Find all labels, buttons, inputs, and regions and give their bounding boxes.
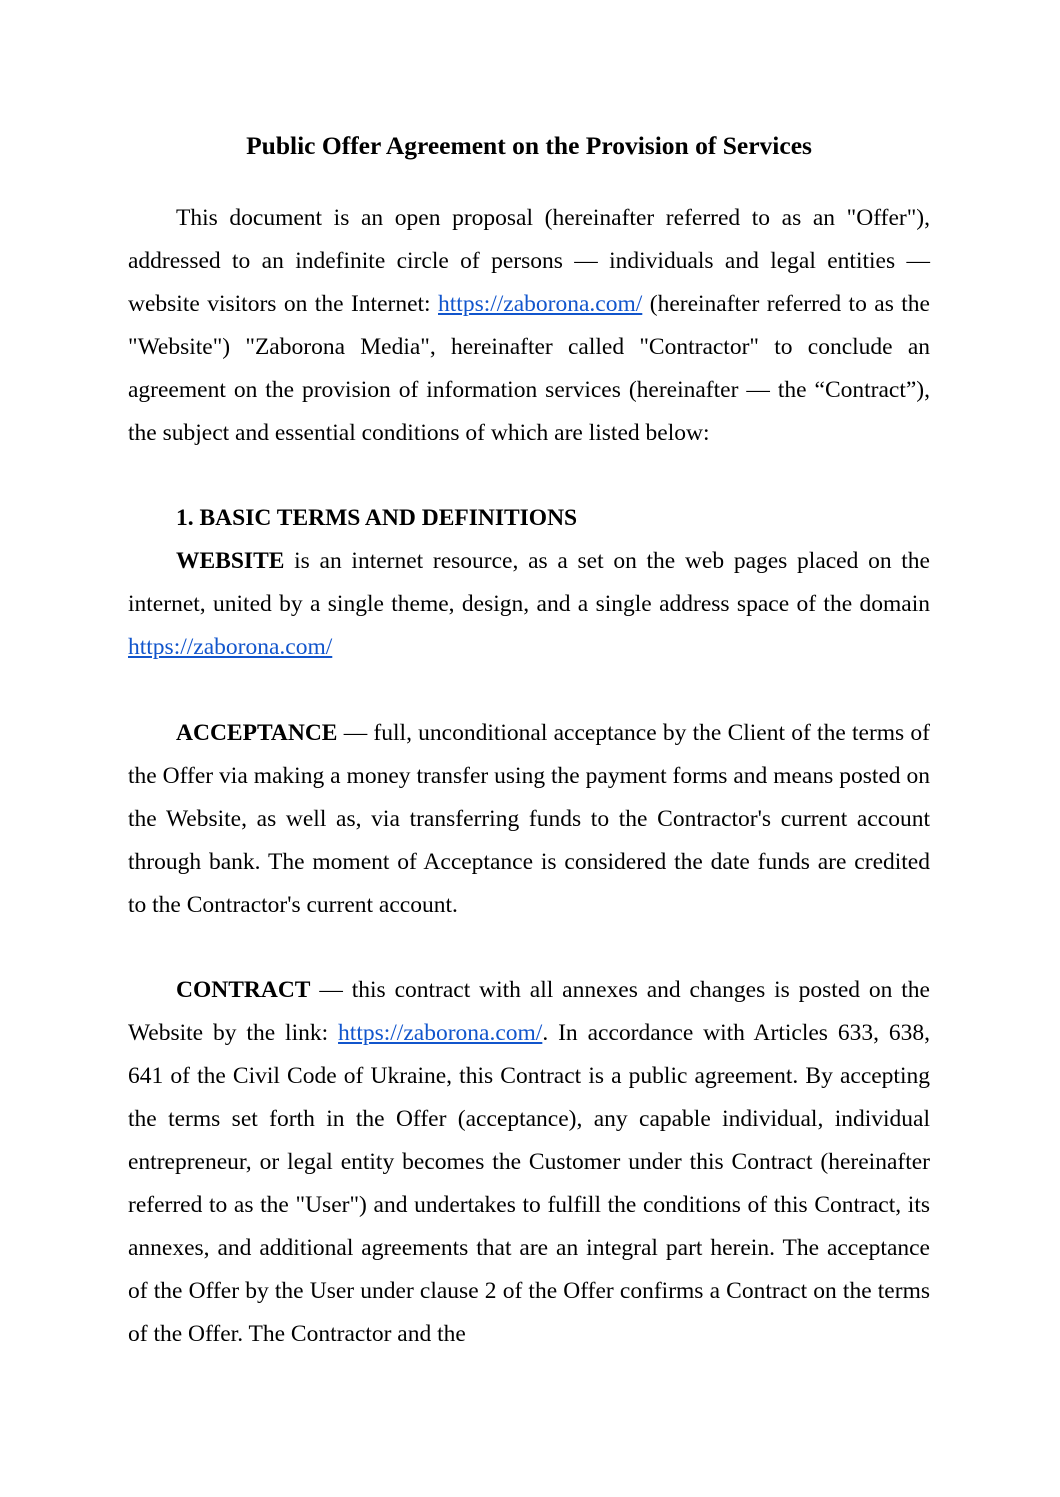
intro-paragraph [128,197,930,455]
definition-contract-link[interactable]: https://zaborona.com/ [338,1020,543,1046]
definition-contract-text-after-link: . In accordance with Articles 633, 638, 641 of the Civil Code of Ukraine, this Contract is a public agreement. By accepting the terms set forth in the Offer (acceptance), any capable individual, individual entrepreneur, or legal entity becomes the Customer under this Contract (hereinafter referred to as the "User") and undertakes to fulfill the conditions of this Contract, its annexes, and additional agreements that are an integral part herein. The acceptance of the Offer by the User under clause 2 of the Offer confirms a Contract on the terms of the Offer. The Contractor and the [128,1020,930,1347]
term-contract: CONTRACT [176,977,311,1003]
definition-contract [128,969,930,1356]
term-website: WEBSITE [176,548,285,574]
document-title: Public Offer Agreement on the Provision of Services [246,131,812,160]
definition-website [128,540,930,669]
term-acceptance: ACCEPTANCE [176,720,338,746]
definition-acceptance-text: — full, unconditional acceptance by the Client of the terms of the Offer via making a money transfer using the payment forms and means posted on the Website, as well as, via transferring funds to the Contractor's current account through bank. The moment of Acceptance is considered the date funds are credited to the Contractor's current account. [128,720,930,918]
definition-acceptance [128,712,930,927]
definition-website-link[interactable]: https://zaborona.com/ [128,634,333,660]
section-heading-basic-terms: 1. BASIC TERMS AND DEFINITIONS [176,505,578,531]
intro-text-before-link: This document is an open proposal (hereinafter referred to as an "Offer"), addressed to an indefinite circle of persons — individuals and legal entities — website visitors on the Internet: [128,205,930,317]
definition-contract-text-before-link: — this contract with all annexes and changes is posted on the Website by the link: [128,977,930,1046]
definition-website-text: is an internet resource, as a set on the web pages placed on the internet, united by a single theme, design, and a single address space of the domain [128,548,930,617]
intro-text-after-link: (hereinafter referred to as the "Website") "Zaborona Media", hereinafter called "Contractor" to conclude an agreement on the provision of information services (hereinafter — the “Contract”), the subject and essential conditions of which are listed below: [128,291,930,446]
intro-website-link[interactable]: https://zaborona.com/ [438,291,643,317]
